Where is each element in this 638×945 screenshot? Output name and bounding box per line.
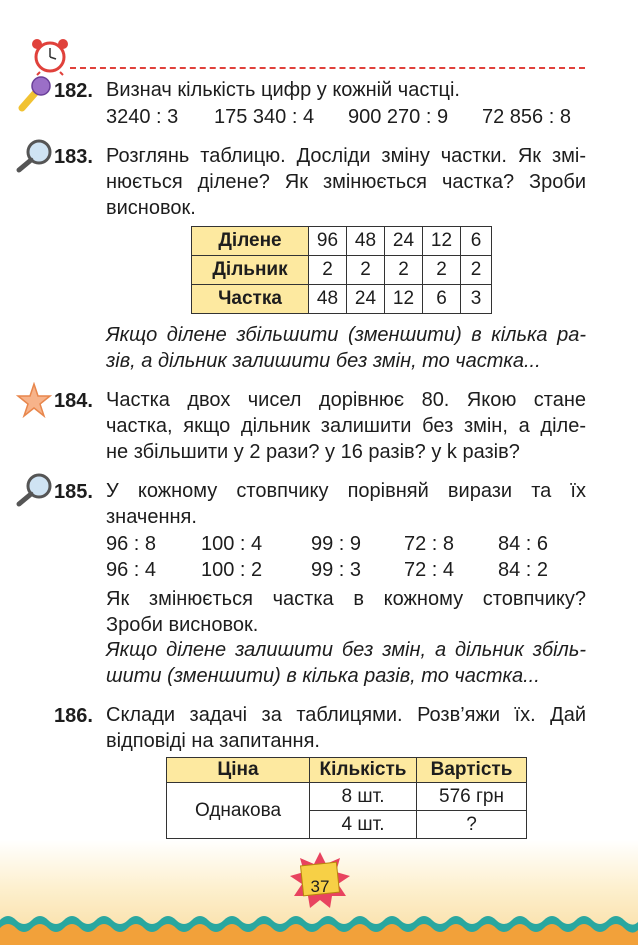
task-number: 182.: [54, 80, 93, 102]
cost-cell: ?: [417, 811, 527, 839]
expression: 100 : 4: [201, 533, 263, 555]
conclusion-line: зів, а дільник залишити без змін, то частка...: [106, 350, 541, 372]
cell: 3: [461, 285, 492, 314]
cell: 2: [347, 256, 385, 285]
page-number: 37: [310, 877, 330, 896]
row-label: Дільник: [192, 256, 309, 285]
task-text-line: Склади задачі за таблицями. Розв’яжи їх. Дай: [106, 704, 586, 726]
price-cell: Однакова: [167, 783, 310, 839]
cost-cell: 576 грн: [417, 783, 527, 811]
cell: 48: [347, 227, 385, 256]
task-text: Визнач кількість цифр у кожній частці.: [106, 79, 460, 101]
task-text-line: відповіді на запитання.: [106, 730, 320, 752]
cell: 6: [461, 227, 492, 256]
expression: 72 : 4: [404, 559, 455, 581]
expression-row: [106, 106, 571, 129]
task-number: 184.: [54, 390, 93, 412]
question-line: Як змінюється частка в кожному стовпчику?: [106, 588, 586, 610]
row-label: Частка: [192, 285, 309, 314]
cell: 12: [423, 227, 461, 256]
header-divider: [70, 67, 585, 69]
expression: 100 : 2: [201, 559, 263, 581]
microphone-icon: [16, 74, 52, 112]
task-number: 186.: [54, 705, 93, 727]
expression: 84 : 2: [498, 559, 549, 581]
star-icon: [16, 382, 52, 418]
task-number: 185.: [54, 481, 93, 503]
cell: 2: [461, 256, 492, 285]
expression-row: [106, 533, 548, 556]
cell: 96: [309, 227, 347, 256]
task-text-line: Частка двох чисел дорівнює 80. Якою стане: [106, 389, 586, 411]
expression: 99 : 9: [311, 533, 362, 555]
expression: 96 : 4: [106, 559, 157, 581]
expression-row: [106, 559, 548, 582]
magnifier-icon: [14, 472, 54, 508]
expression: 84 : 6: [498, 533, 549, 555]
alarm-clock-icon: [28, 36, 72, 76]
conclusion-line: Якщо ділене збільшити (зменшити) в кілька ра-: [106, 324, 586, 346]
column-header: Кількість: [310, 758, 417, 783]
row-label: Ділене: [192, 227, 309, 256]
cell: 24: [385, 227, 423, 256]
expression: 99 : 3: [311, 559, 362, 581]
cell: 2: [309, 256, 347, 285]
quantity-cell: 8 шт.: [310, 783, 417, 811]
expression: 175 340 : 4: [214, 106, 315, 128]
magnifier-icon: [14, 138, 54, 174]
task-text-line: Розглянь таблицю. Досліди зміну частки. Як змі-: [106, 145, 586, 167]
column-header: Вартість: [417, 758, 527, 783]
expression: 900 270 : 9: [348, 106, 449, 128]
task-text-line: частка, якщо дільник залишити без змін, а діле-: [106, 415, 586, 437]
expression: 72 856 : 8: [482, 106, 571, 128]
column-header: Ціна: [167, 758, 310, 783]
expression: 72 : 8: [404, 533, 455, 555]
task-text-line: значення.: [106, 506, 197, 528]
cell: 2: [385, 256, 423, 285]
conclusion-line: шити (зменшити) в кілька разів, то частка...: [106, 665, 540, 687]
expression: 96 : 8: [106, 533, 157, 555]
cell: 12: [385, 285, 423, 314]
cell: 6: [423, 285, 461, 314]
task-text-line: не збільшити у 2 рази? у 16 разів? у k разів?: [106, 441, 520, 463]
cell: 24: [347, 285, 385, 314]
quantity-cell: 4 шт.: [310, 811, 417, 839]
question-line: Зроби висновок.: [106, 614, 259, 636]
task-text-line: У кожному стовпчику порівняй вирази та їх: [106, 480, 586, 502]
division-table: [191, 226, 492, 314]
expression: 3240 : 3: [106, 106, 179, 128]
task-text-line: нюється ділене? Як змінюється частка? Зроби: [106, 171, 586, 193]
cell: 2: [423, 256, 461, 285]
task-number: 183.: [54, 146, 93, 168]
conclusion-line: Якщо ділене залишити без змін, а дільник збіль-: [106, 639, 586, 661]
task-text-line: висновок.: [106, 197, 196, 219]
price-table: [166, 757, 527, 839]
cell: 48: [309, 285, 347, 314]
